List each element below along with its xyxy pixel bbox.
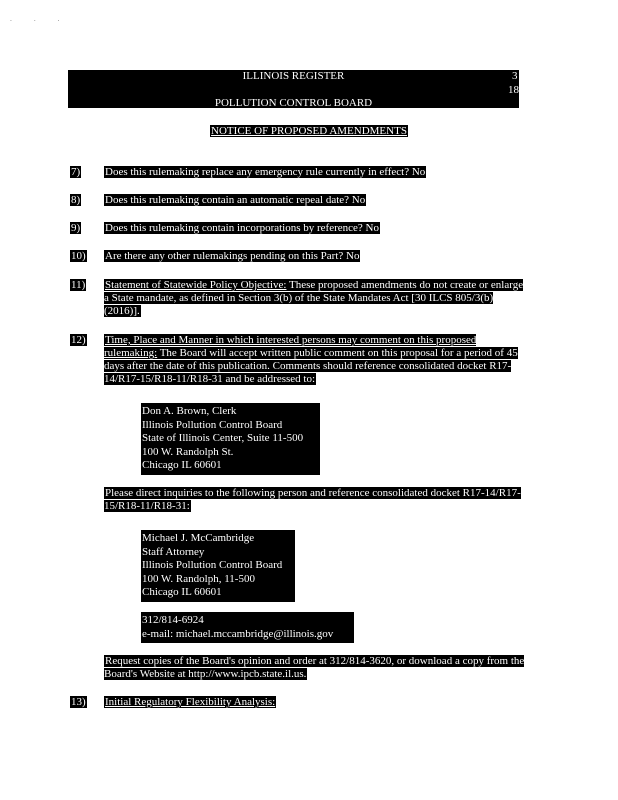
copies-text: Request copies of the Board's opinion and order at 312/814-3620, or download a copy from the Board's Website at http://www.ipcb.state.il.us. (104, 655, 525, 680)
item-question: Does this rulemaking contain incorporations by reference? No (105, 222, 379, 234)
item-number: 12) (71, 334, 86, 346)
attorney-address: Michael J. McCambridge Staff Attorney Illinois Pollution Control Board 100 W. Randolph, 11-500 Chicago IL 60601 (141, 530, 295, 602)
item-policy-statement: Statement of Statewide Policy Objective: These proposed amendments do not create or enlarge a State mandate, as defined in Section 3(b) of the State Mandates Act [30 ILCS 805/3(b) (2016)]. (104, 279, 524, 317)
register-title: ILLINOIS REGISTER (242, 70, 345, 82)
item-question: Does this rulemaking replace any emergency rule currently in effect? No (105, 166, 426, 178)
board-title: POLLUTION CONTROL BOARD (214, 97, 373, 109)
page-number-bottom: 18 (508, 84, 519, 96)
clerk-address: Don A. Brown, Clerk Illinois Pollution Control Board State of Illinois Center, Suite 11-500 100 W. Randolph St. Chicago IL 60601 (141, 403, 320, 475)
notice-title: NOTICE OF PROPOSED AMENDMENTS (211, 125, 407, 137)
page-number-top: 3 (512, 70, 518, 82)
item-question: Are there any other rulemakings pending on this Part? No (105, 250, 360, 262)
inquiries-text: Please direct inquiries to the following person and reference consolidated docket R17-14/R17-15/R18-11/R18-31: (104, 487, 521, 512)
item-number: 11) (71, 279, 86, 291)
contact-info: 312/814-6924 e-mail: michael.mccambridge@illinois.gov (141, 612, 354, 643)
item-comment-instructions: Time, Place and Manner in which interested persons may comment on this proposed rulemaking: The Board will accept written public comment on this proposal for a period of 45 days after the date of this publication. Comments should reference consolidated docket R17-14/R17-15/R18-11/R18-31 and be addressed to: (104, 334, 518, 385)
item-question: Does this rulemaking contain an automatic repeal date? No (105, 194, 366, 206)
scan-dots: · · · (10, 18, 70, 25)
item-number: 7) (71, 166, 81, 178)
item-number: 10) (71, 250, 86, 262)
item-number: 13) (71, 696, 86, 708)
item-number: 8) (71, 194, 81, 206)
item-flexibility-analysis: Initial Regulatory Flexibility Analysis: (105, 696, 276, 708)
item-number: 9) (71, 222, 81, 234)
